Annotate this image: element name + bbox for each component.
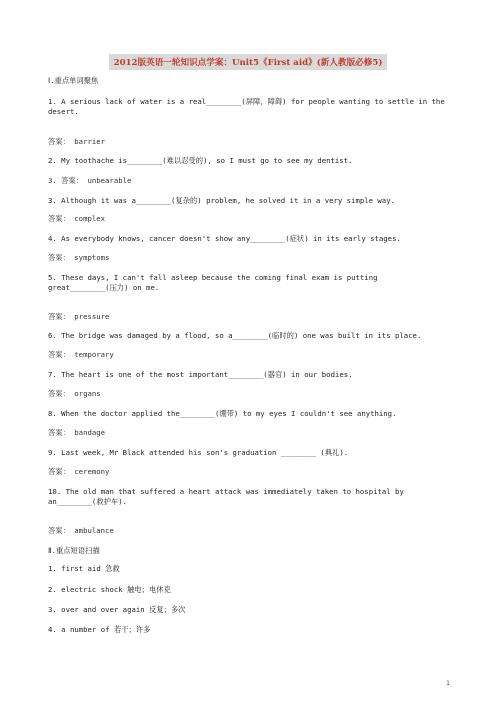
answer-10: 答案： ambulance: [48, 526, 114, 535]
answer-6: 答案： temporary: [48, 350, 114, 359]
answer-2: 3. 答案： unbearable: [48, 176, 132, 185]
phrase-item: 3. over and over again 反复；多次: [48, 605, 186, 614]
question-4: 4. As everybody knows, cancer doesn't show any________(症状) in its early stages.: [48, 234, 401, 243]
question-5: 5. These days, I can't fall asleep because the coming final exam is putting great________(压力) on me.: [48, 273, 378, 292]
answer-5: 答案： pressure: [48, 312, 110, 321]
phrase-item: 4. a number of 若干；许多: [48, 625, 151, 634]
title-bar: [0, 50, 496, 70]
page-number: 1: [446, 680, 450, 687]
document-title: 2012版英语一轮知识点学案：Unit5《First aid》(新人教版必修5): [109, 54, 388, 70]
question-10: 10. The old man that suffered a heart attack was immediately taken to hospital by an________(救护车).: [48, 487, 404, 506]
question-6: 6. The bridge was damaged by a flood, so a________(临时的) one was built in its place.: [48, 331, 422, 340]
answer-1: 答案： barrier: [48, 137, 106, 146]
question-9: 9. Last week, Mr Black attended his son's graduation ________ (典礼).: [48, 448, 349, 457]
question-8: 8. When the doctor applied the________(绷带) to my eyes I couldn't see anything.: [48, 409, 397, 418]
question-2: 2. My toothache is________(难以忍受的), so I must go to see my dentist.: [48, 156, 353, 165]
answer-4: 答案： symptoms: [48, 253, 110, 262]
section-heading: Ⅱ.重点短语扫描: [48, 546, 100, 555]
answer-3: 答案： complex: [48, 214, 106, 223]
answer-7: 答案： organs: [48, 389, 101, 398]
question-7: 7. The heart is one of the most important________(器官) in our bodies.: [48, 370, 353, 379]
answer-8: 答案： bandage: [48, 428, 106, 437]
answer-9: 答案： ceremony: [48, 467, 110, 476]
phrase-item: 2. electric shock 触电；电休克: [48, 585, 171, 594]
section-heading: Ⅰ.重点单词聚焦: [48, 76, 99, 85]
question-3: 3. Although it was a________(复杂的) problem, he solved it in a very simple way.: [48, 196, 395, 205]
question-1: 1. A serious lack of water is a real________(屏障，障碍) for people wanting to settle in the desert.: [48, 97, 445, 116]
phrase-item: 1. first aid 急救: [48, 564, 120, 573]
